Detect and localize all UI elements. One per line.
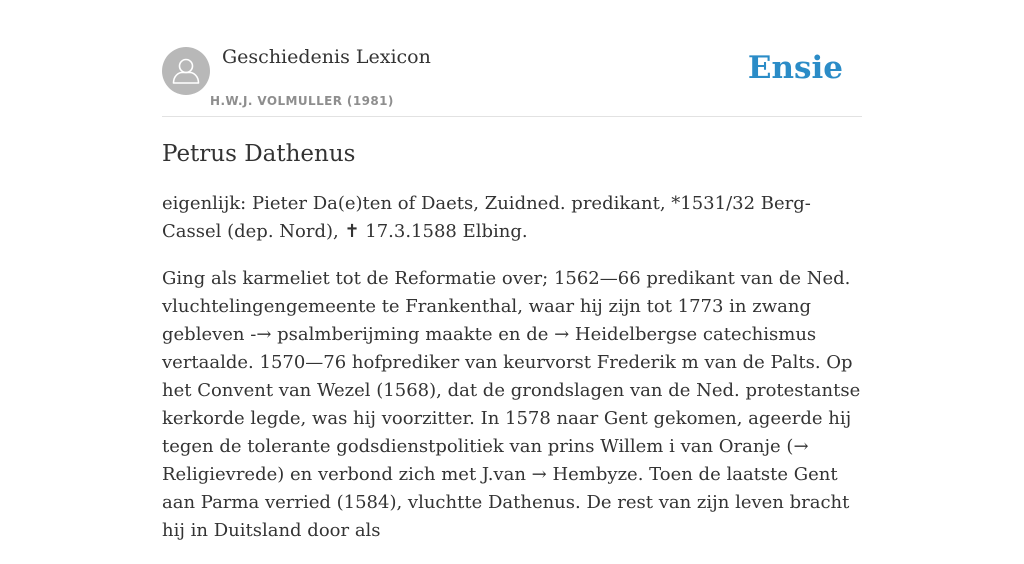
user-icon [162,47,210,95]
article [162,138,862,564]
source-header [162,46,862,117]
author-avatar[interactable] [162,47,210,95]
ensie-logo[interactable]: Ensie [747,50,843,86]
article-paragraph-intro: eigenlijk: Pieter Da(e)ten of Daets, Zuidned. predikant, *1531/32 Berg-Cassel (dep. Nord), ✝ 17.3.1588 Elbing. [162,193,811,242]
source-title[interactable]: Geschiedenis Lexicon [222,46,431,68]
source-author[interactable]: H.W.J. VOLMULLER (1981) [210,94,394,108]
article-paragraph-body: Ging als karmeliet tot de Reformatie over; 1562—66 predikant van de Ned. vluchtelingengemeente te Frankenthal, waar hij zijn tot 1773 in zwang gebleven -→ psalmberijming maakte en de → Heidelbergse catechismus vertaalde. 1570—76 hofprediker van keurvorst Frederik m van de Palts. Op het Convent van Wezel (1568), dat de grondslagen van de Ned. protestantse kerkorde legde, was hij voorzitter. In 1578 naar Gent gekomen, ageerde hij tegen de tolerante godsdienstpolitiek van prins Willem i van Oranje (→ Religievrede) en verbond zich met J.van → Hembyze. Toen de laatste Gent aan Parma verried (1584), vluchtte Dathenus. De rest van zijn leven bracht hij in Duitsland door als [162,268,861,541]
article-title: Petrus Dathenus [162,141,356,167]
